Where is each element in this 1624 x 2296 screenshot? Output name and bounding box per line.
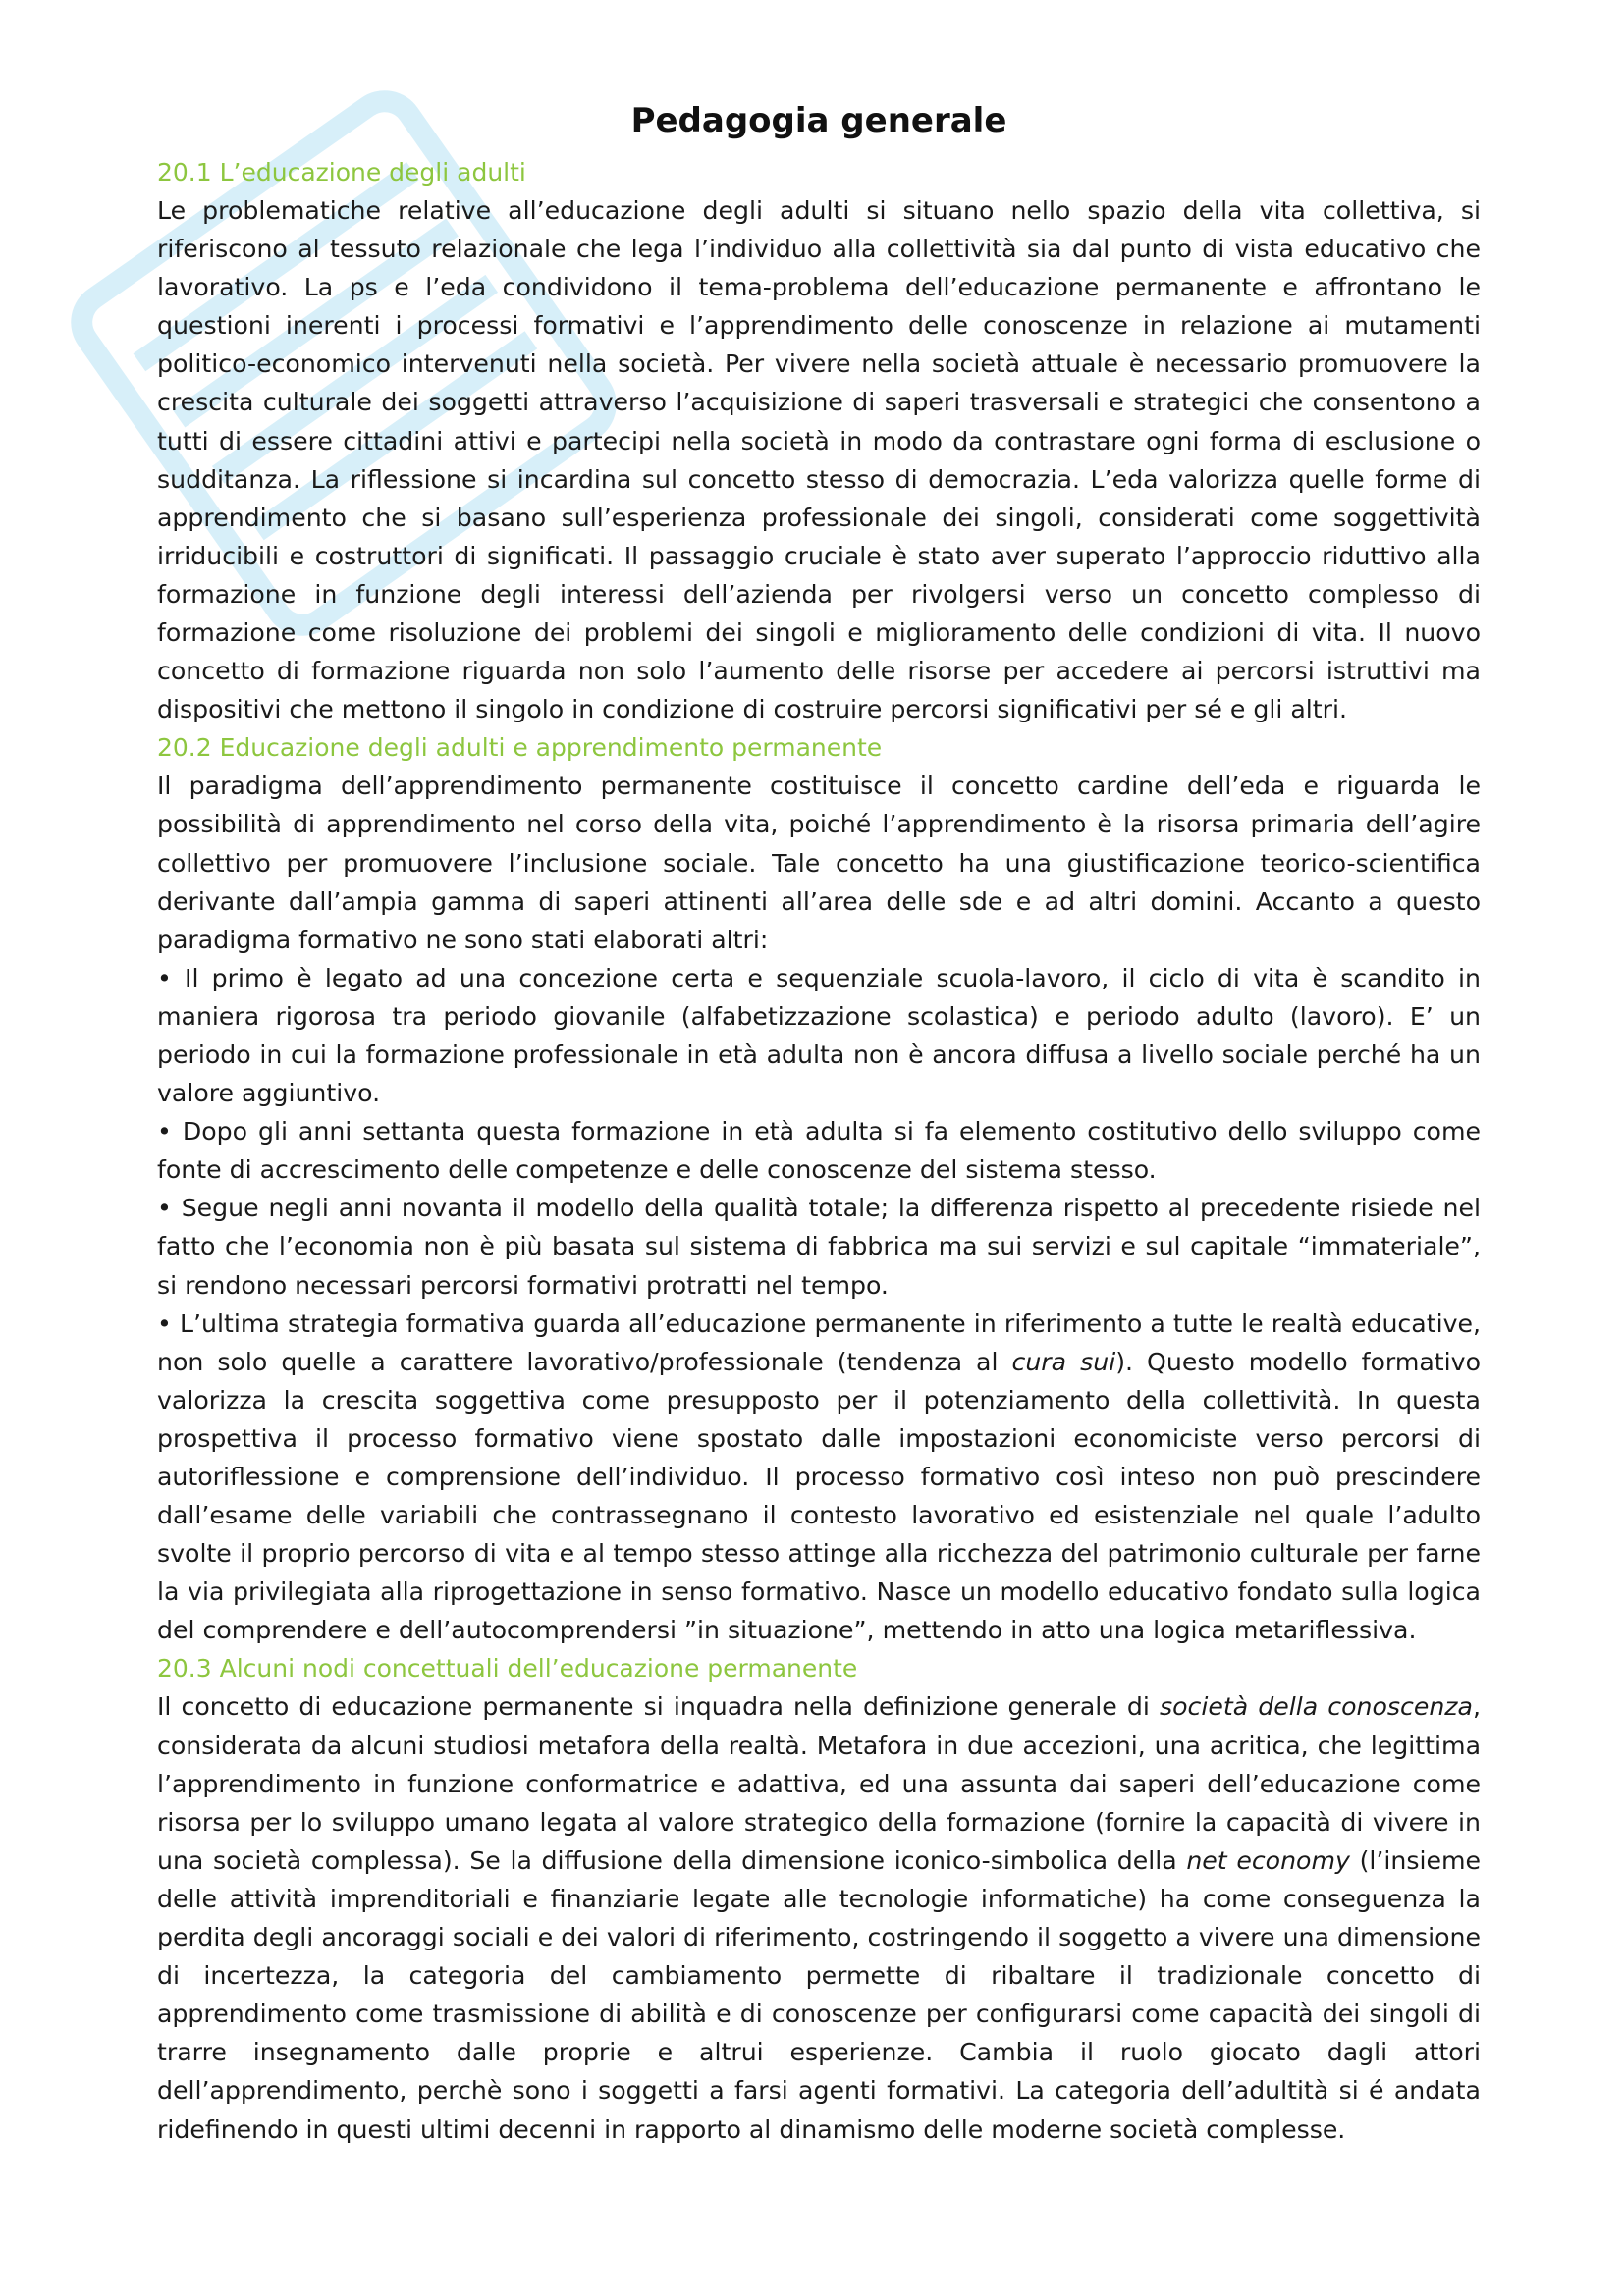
bullet-item [157,1305,1481,1650]
bullet-item: • Dopo gli anni settanta questa formazione in età adulta si fa elemento costitutivo dello sviluppo come fonte di accrescimento delle competenze e delle conoscenze del sistema stesso. [157,1112,1481,1189]
bullet-item: • Il primo è legato ad una concezione certa e sequenziale scuola-lavoro, il ciclo di vita è scandito in maniera rigorosa tra periodo giovanile (alfabetizzazione scolastica) e periodo adulto (lavoro). E’ un periodo in cui la formazione professionale in età adulta non è ancora diffusa a livello sociale perché ha un valore aggiuntivo. [157,959,1481,1112]
text-run: L’ultima strategia formativa guarda all’educazione permanente in riferimento a tutte le realtà educative, non solo quelle a carattere lavorativo/professionale (tendenza al [157,1308,1481,1376]
paragraph: Le problematiche relative all’educazione degli adulti si situano nello spazio della vita collettiva, si riferiscono al tessuto relazionale che lega l’individuo alla collettività sia dal punto di vista educativo che lavorativo. La ps e l’eda condividono il tema-problema dell’educazione permanente e affrontano le questioni inerenti i processi formativi e l’apprendimento delle conoscenze in relazione ai mutamenti politico-economico intervenuti nella società. Per vivere nella società attuale è necessario promuovere la crescita culturale dei soggetti attraverso l’acquisizione di saperi trasversali e strategici che consentono a tutti di essere cittadini attivi e partecipi nella società in modo da contrastare ogni forma di esclusione o sudditanza. La riflessione si incardina sul concetto stesso di democrazia. L’eda valorizza quelle forme di apprendimento che si basano sull’esperienza professionale dei singoli, considerati come soggettività irriducibili e costruttori di significati. Il passaggio cruciale è stato aver superato l’approccio riduttivo alla formazione in funzione degli interessi dell’azienda per rivolgersi verso un concetto complesso di formazione come risoluzione dei problemi dei singoli e miglioramento delle condizioni di vita. Il nuovo concetto di formazione riguarda non solo l’aumento delle risorse per accedere ai percorsi istruttivi ma dispositivi che mettono il singolo in condizione di costruire percorsi significativi per sé e gli altri. [157,196,1481,724]
text-run: Il concetto di educazione permanente si inquadra nella definizione generale di [157,1692,1160,1722]
bullet-item: • Segue negli anni novanta il modello della qualità totale; la differenza rispetto al precedente risiede nel fatto che l’economia non è più basata sul sistema di fabbrica ma sui servizi e sul capitale “immateriale”, si rendono necessari percorsi formativi protratti nel tempo. [157,1189,1481,1304]
italic-term: net economy [1186,1845,1350,1875]
italic-term: cura sui [1011,1347,1116,1376]
page-title: Pedagogia generale [630,101,1007,140]
paragraph [157,1687,1481,2148]
italic-term: società della conoscenza [1159,1692,1473,1722]
section-heading-20-2: 20.2 Educazione degli adulti e apprendimento permanente [157,733,883,763]
document-content [157,98,1481,2149]
section-heading-20-1: 20.1 L’educazione degli adulti [157,158,526,187]
text-run: ). Questo modello formativo valorizza la crescita soggettiva come presupposto per il potenziamento della collettività. In questa prospettiva il processo formativo viene spostato dalle impostazioni economiciste verso percorsi di autoriflessione e comprensione dell’individuo. Il processo formativo così inteso non può prescindere dall’esame delle variabili che contrassegnano il contesto lavorativo ed esistenziale nel quale l’adulto svolte il proprio percorso di vita e al tempo stesso attinge alla ricchezza del patrimonio culturale per farne la via privilegiata alla riprogettazione in senso formativo. Nasce un modello educativo fondato sulla logica del comprendere e dell’autocomprendersi ”in situazione”, mettendo in atto una logica metariflessiva. [157,1347,1481,1645]
text-run: (l’insieme delle attività imprenditoriali e finanziarie legate alle tecnologie informatiche) ha come conseguenza la perdita degli ancoraggi sociali e dei valori di riferimento, costringendo il soggetto a vivere una dimensione di incertezza, la categoria del cambiamento permette di ribaltare il tradizionale concetto di apprendimento come trasmissione di abilità e di conoscenze per configurarsi come capacità dei singoli di trarre insegnamento dalle proprie e altrui esperienze. Cambia il ruolo giocato dagli attori dell’apprendimento, perchè sono i soggetti a farsi agenti formativi. La categoria dell’adultità si é andata ridefinendo in questi ultimi decenni in rapporto al dinamismo delle moderne società complesse. [157,1845,1482,2144]
paragraph: Il paradigma dell’apprendimento permanente costituisce il concetto cardine dell’eda e riguarda le possibilità di apprendimento nel corso della vita, poiché l’apprendimento è la risorsa primaria dell’agire collettivo per promuovere l’inclusione sociale. Tale concetto ha una giustificazione teorico-scientifica derivante dall’ampia gamma di saperi attinenti all’area delle sde e ad altri domini. Accanto a questo paradigma formativo ne sono stati elaborati altri: [157,772,1481,954]
section-heading-20-3: 20.3 Alcuni nodi concettuali dell’educazione permanente [157,1654,858,1683]
text-run: , considerata da alcuni studiosi metafora della realtà. Metafora in due accezioni, una acritica, che legittima l’apprendimento in funzione conformatrice e adattiva, ed una assunta dai saperi dell’educazione come risorsa per lo sviluppo umano legata al valore strategico della formazione (fornire la capacità di vivere in una società complessa). Se la diffusione della dimensione iconico-simbolica della [157,1692,1481,1875]
